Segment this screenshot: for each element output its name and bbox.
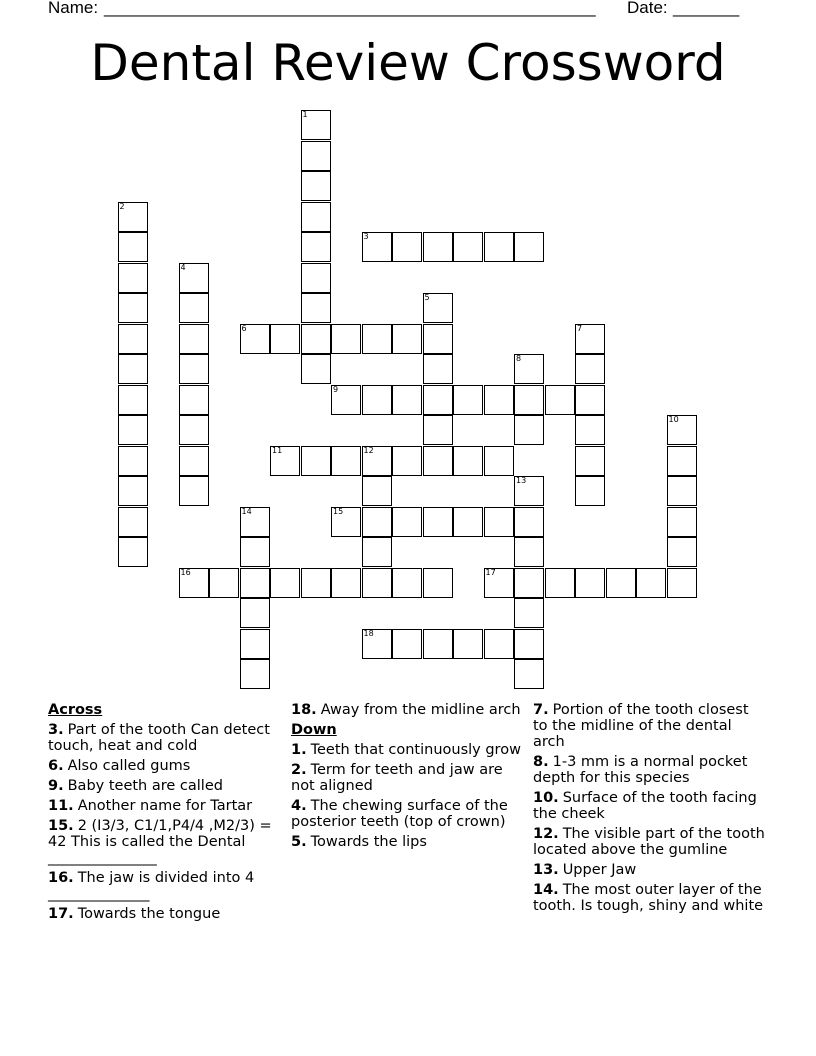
crossword-cell[interactable]	[118, 232, 148, 262]
crossword-cell[interactable]	[514, 232, 544, 262]
crossword-cell[interactable]	[301, 324, 331, 354]
clue-down-1: 1. Teeth that continuously grow	[291, 742, 521, 758]
crossword-cell[interactable]	[240, 629, 270, 659]
crossword-cell[interactable]	[118, 293, 148, 323]
crossword-cell[interactable]	[453, 385, 483, 415]
crossword-cell[interactable]	[301, 202, 331, 232]
clue-number: 12	[363, 445, 374, 455]
clue-number: 14	[241, 506, 252, 516]
crossword-cell[interactable]	[484, 385, 514, 415]
crossword-cell[interactable]	[301, 110, 331, 140]
crossword-cell[interactable]	[179, 446, 209, 476]
crossword-cell[interactable]	[514, 629, 544, 659]
crossword-cell[interactable]	[392, 385, 422, 415]
crossword-cell[interactable]	[240, 537, 270, 567]
clue-down-10: 10. Surface of the tooth facing the cheek	[533, 790, 757, 822]
crossword-cell[interactable]	[545, 568, 575, 598]
clue-across-17: 17. Towards the tongue	[48, 906, 221, 922]
clue-number: 10	[668, 415, 679, 424]
crossword-cell[interactable]	[667, 415, 697, 445]
clue-across-11: 11. Another name for Tartar	[48, 798, 253, 814]
page-title: Dental Review Crossword	[90, 34, 726, 92]
crossword-cell[interactable]	[423, 629, 453, 659]
crossword-cell[interactable]	[484, 629, 514, 659]
crossword-cell[interactable]	[240, 507, 270, 537]
clue-number: 4	[180, 262, 186, 272]
crossword-cell[interactable]	[514, 507, 544, 537]
clue-across-6: 6. Also called gums	[48, 758, 191, 774]
crossword-cell[interactable]	[453, 629, 483, 659]
crossword-cell[interactable]	[301, 354, 331, 384]
crossword-cell[interactable]	[362, 385, 392, 415]
crossword-cell[interactable]	[270, 446, 300, 476]
crossword-cell[interactable]	[453, 232, 483, 262]
crossword-cell[interactable]	[362, 476, 392, 506]
crossword-cell[interactable]	[362, 507, 392, 537]
clue-number: 7	[577, 323, 583, 333]
clues-column-1	[48, 702, 280, 926]
name-label: Name:	[48, 0, 99, 17]
crossword-cell[interactable]	[118, 385, 148, 415]
clue-down-13: 13. Upper Jaw	[533, 862, 637, 878]
crossword-cell[interactable]	[331, 507, 361, 537]
clue-number: 5	[424, 293, 430, 302]
clue-across-16: 16. The jaw is divided into 4 ______________	[48, 870, 255, 902]
crossword-cell[interactable]	[636, 568, 666, 598]
clue-across-15: 15. 2 (I3/3, C1/1,P4/4 ,M2/3) = 42 This is called the Dental _______________	[48, 818, 272, 866]
clue-down-4: 4. The chewing surface of the posterior teeth (top of crown)	[291, 798, 508, 830]
clue-down-14: 14. The most outer layer of the tooth. Is tough, shiny and white	[533, 882, 764, 914]
crossword-cell[interactable]	[392, 507, 422, 537]
crossword-cell[interactable]	[362, 568, 392, 598]
crossword-cell[interactable]	[423, 568, 453, 598]
clue-number: 2	[119, 201, 125, 211]
clue-number: 9	[333, 384, 339, 394]
clue-number: 17	[485, 567, 496, 577]
crossword-cell[interactable]	[301, 446, 331, 476]
clue-number: 6	[241, 323, 247, 333]
date-label: Date:	[627, 0, 668, 17]
crossword-cell[interactable]	[575, 354, 605, 384]
clue-number: 1	[302, 110, 308, 119]
crossword-cell[interactable]	[331, 324, 361, 354]
crossword-cell[interactable]	[331, 446, 361, 476]
crossword-cell[interactable]	[667, 507, 697, 537]
crossword-cell[interactable]	[301, 568, 331, 598]
clue-across-18: 18. Away from the midline arch	[291, 702, 521, 718]
crossword-cell[interactable]	[484, 507, 514, 537]
crossword-cell[interactable]	[392, 629, 422, 659]
crossword-cell[interactable]	[484, 446, 514, 476]
crossword-cell[interactable]	[423, 446, 453, 476]
crossword-cell[interactable]	[423, 324, 453, 354]
crossword-cell[interactable]	[118, 507, 148, 537]
crossword-cell[interactable]	[484, 232, 514, 262]
crossword-cell[interactable]	[240, 568, 270, 598]
crossword-cell[interactable]	[667, 568, 697, 598]
crossword-cell[interactable]	[270, 568, 300, 598]
crossword-cell[interactable]	[423, 293, 453, 323]
name-field[interactable]: ____________________________________________________	[104, 0, 596, 17]
clues-column-2	[291, 702, 523, 854]
crossword-cell[interactable]	[575, 385, 605, 415]
crossword-cell[interactable]	[423, 232, 453, 262]
down-heading: Down	[291, 722, 337, 738]
crossword-cell[interactable]	[118, 263, 148, 293]
crossword-cell[interactable]	[362, 537, 392, 567]
crossword-cell[interactable]	[301, 171, 331, 201]
crossword-cell[interactable]	[118, 476, 148, 506]
crossword-cell[interactable]	[331, 385, 361, 415]
crossword-cell[interactable]	[667, 537, 697, 567]
crossword-cell[interactable]	[331, 568, 361, 598]
crossword-cell[interactable]	[453, 507, 483, 537]
crossword-cell[interactable]	[514, 598, 544, 628]
crossword-cell[interactable]	[179, 568, 209, 598]
crossword-cell[interactable]	[118, 354, 148, 384]
across-heading: Across	[48, 702, 103, 718]
clue-across-3: 3. Part of the tooth Can detect touch, heat and cold	[48, 722, 270, 754]
crossword-cell[interactable]	[362, 324, 392, 354]
header	[48, 0, 748, 19]
crossword-cell[interactable]	[514, 476, 544, 506]
crossword-cell[interactable]	[423, 385, 453, 415]
crossword-cell[interactable]	[545, 385, 575, 415]
crossword-cell[interactable]	[118, 202, 148, 232]
crossword-cell[interactable]	[392, 232, 422, 262]
crossword-cell[interactable]	[179, 293, 209, 323]
clue-number: 8	[516, 354, 522, 363]
crossword-cell[interactable]	[575, 568, 605, 598]
crossword-cell[interactable]	[514, 354, 544, 384]
crossword-cell[interactable]	[118, 446, 148, 476]
crossword-cell[interactable]	[423, 415, 453, 445]
crossword-cell[interactable]	[362, 446, 392, 476]
crossword-cell[interactable]	[301, 141, 331, 171]
crossword-cell[interactable]	[575, 476, 605, 506]
crossword-cell[interactable]	[423, 507, 453, 537]
crossword-cell[interactable]	[179, 385, 209, 415]
clue-down-12: 12. The visible part of the tooth located above the gumline	[533, 826, 765, 858]
crossword-cell[interactable]	[301, 263, 331, 293]
crossword-cell[interactable]	[270, 324, 300, 354]
crossword-cell[interactable]	[118, 537, 148, 567]
crossword-cell[interactable]	[606, 568, 636, 598]
clue-across-9: 9. Baby teeth are called	[48, 778, 223, 794]
clue-down-2: 2. Term for teeth and jaw are not aligned	[291, 762, 503, 794]
clue-number: 13	[516, 476, 527, 485]
crossword-cell[interactable]	[514, 568, 544, 598]
crossword-cell[interactable]	[453, 446, 483, 476]
crossword-cell[interactable]	[392, 446, 422, 476]
clue-number: 15	[333, 506, 344, 516]
crossword-cell[interactable]	[240, 659, 270, 689]
clue-down-7: 7. Portion of the tooth closest to the midline of the dental arch	[533, 702, 749, 750]
crossword-cell[interactable]	[484, 568, 514, 598]
clue-down-5: 5. Towards the lips	[291, 834, 427, 850]
clue-number: 18	[363, 628, 374, 638]
crossword-cell[interactable]	[301, 293, 331, 323]
clue-down-8: 8. 1-3 mm is a normal pocket depth for this species	[533, 754, 748, 786]
crossword-cell[interactable]	[179, 354, 209, 384]
crossword-cell[interactable]	[118, 324, 148, 354]
date-field[interactable]: _______	[673, 0, 740, 17]
crossword-cell[interactable]	[514, 537, 544, 567]
crossword-cell[interactable]	[575, 415, 605, 445]
clue-number: 11	[272, 445, 283, 455]
crossword-cell[interactable]	[209, 568, 239, 598]
crossword-cell[interactable]	[575, 446, 605, 476]
crossword-cell[interactable]	[179, 263, 209, 293]
crossword-cell[interactable]	[362, 232, 392, 262]
crossword-cell[interactable]	[392, 568, 422, 598]
crossword-cell[interactable]	[423, 354, 453, 384]
clue-number: 16	[180, 567, 191, 577]
crossword-cell[interactable]	[392, 324, 422, 354]
clues-column-3	[533, 702, 765, 918]
clue-number: 3	[363, 232, 369, 241]
crossword-cell[interactable]	[667, 446, 697, 476]
crossword-cell[interactable]	[179, 415, 209, 445]
crossword-cell[interactable]	[118, 415, 148, 445]
crossword-cell[interactable]	[240, 324, 270, 354]
crossword-cell[interactable]	[514, 415, 544, 445]
crossword-cell[interactable]	[514, 659, 544, 689]
crossword-cell[interactable]	[179, 324, 209, 354]
crossword-cell[interactable]	[575, 324, 605, 354]
crossword-cell[interactable]	[179, 476, 209, 506]
crossword-cell[interactable]	[362, 629, 392, 659]
crossword-cell[interactable]	[301, 232, 331, 262]
crossword-cell[interactable]	[667, 476, 697, 506]
crossword-cell[interactable]	[514, 385, 544, 415]
crossword-cell[interactable]	[240, 598, 270, 628]
